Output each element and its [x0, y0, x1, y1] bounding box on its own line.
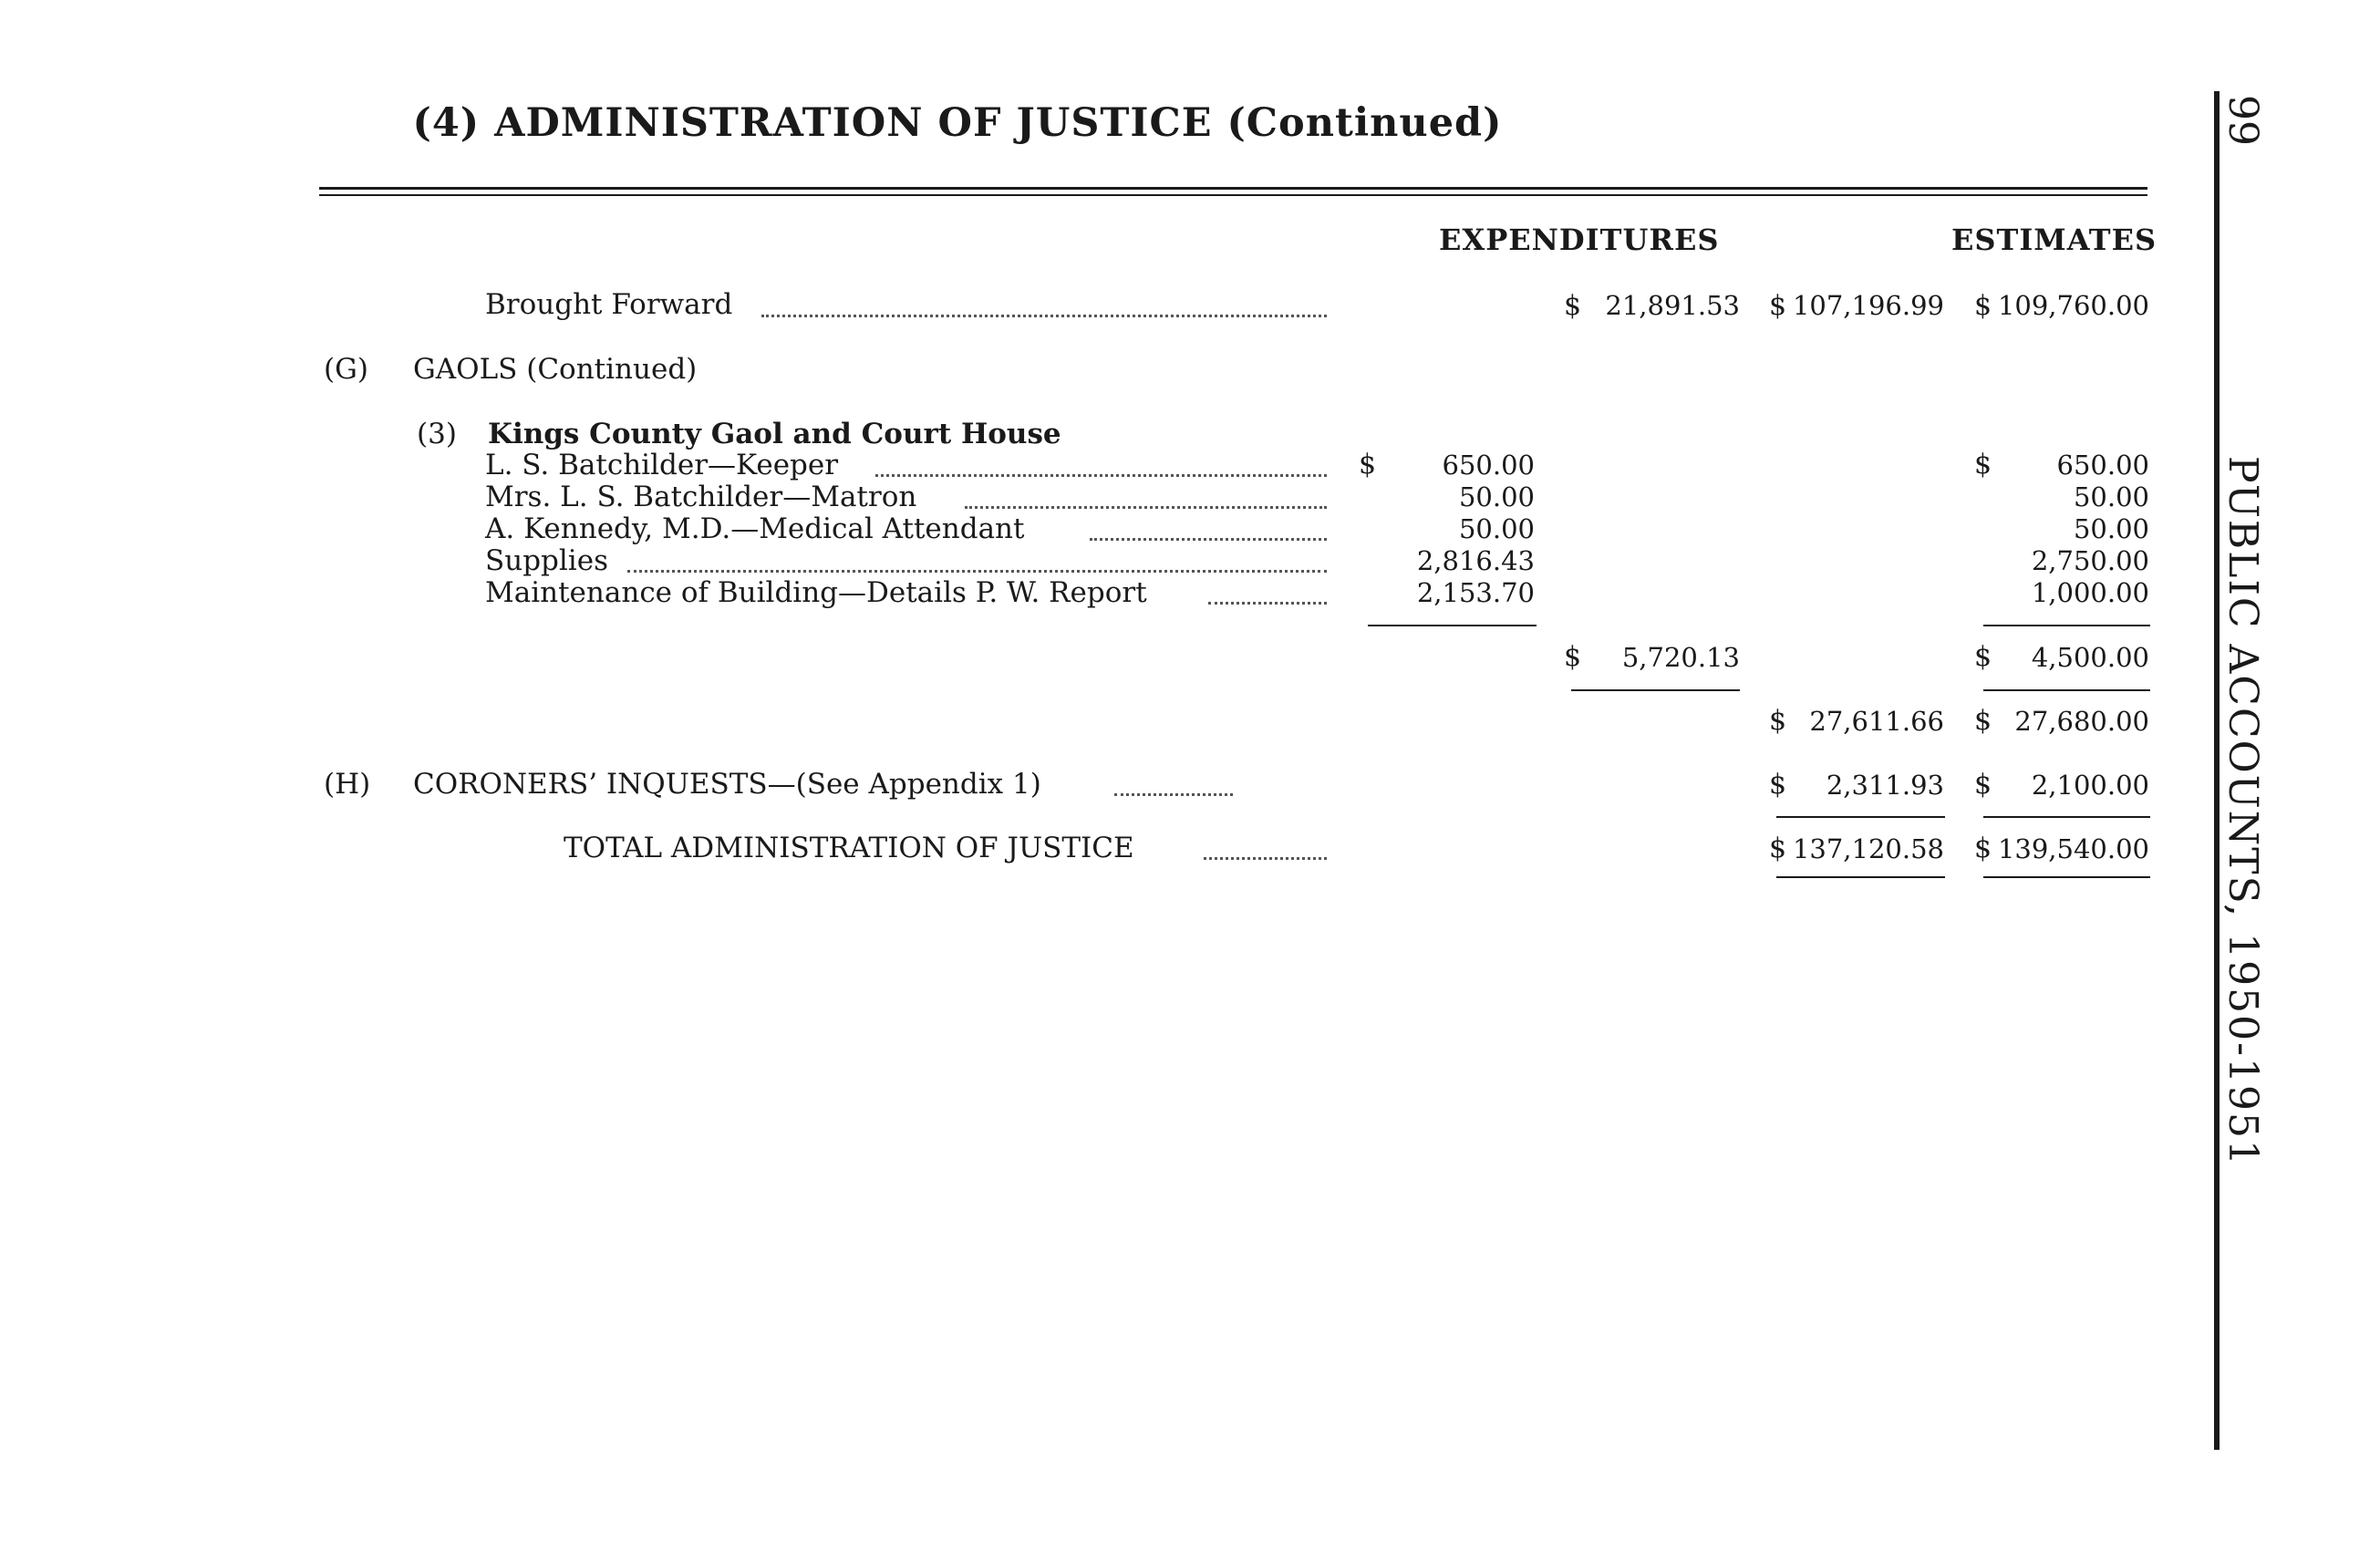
currency-symbol: $ — [1974, 833, 1992, 864]
section-h-marker: (H) — [324, 768, 371, 801]
column-underline — [1983, 625, 2150, 626]
grand-total-estimate: 139,540.00 — [1997, 833, 2149, 864]
currency-symbol: $ — [1974, 641, 1992, 673]
leader-dots — [965, 506, 1327, 509]
item-estimate: 2,750.00 — [2031, 545, 2149, 576]
leader-dots — [1208, 602, 1327, 605]
leader-dots — [1090, 538, 1327, 541]
section-g-marker: (G) — [324, 353, 368, 386]
item-label: Mrs. L. S. Batchilder—Matron — [485, 481, 917, 513]
top-rule-thin — [319, 194, 2147, 196]
item-expenditure: 2,816.43 — [1416, 545, 1535, 576]
grand-total-underline — [1983, 876, 2150, 878]
coroners-estimate: 2,100.00 — [2031, 770, 2149, 801]
subsection-title: Kings County Gaol and Court House — [488, 418, 1061, 450]
currency-symbol: $ — [1974, 449, 1992, 481]
running-head: PUBLIC ACCOUNTS, 1950-1951 — [2220, 456, 2266, 1167]
item-label: A. Kennedy, M.D.—Medical Attendant — [485, 512, 1025, 545]
item-expenditure: 650.00 — [1442, 450, 1535, 481]
column-underline — [1368, 625, 1537, 626]
item-estimate: 50.00 — [2073, 481, 2149, 512]
subtotal-estimate: 4,500.00 — [2031, 642, 2149, 673]
item-expenditure: 50.00 — [1458, 481, 1535, 512]
leader-dots — [761, 315, 1327, 317]
estimates-header: ESTIMATES — [1951, 222, 2158, 257]
currency-symbol: $ — [1769, 769, 1787, 801]
gaols-total-expenditure: 27,611.66 — [1809, 706, 1944, 737]
item-label: Supplies — [485, 544, 608, 577]
item-label: Maintenance of Building—Details P. W. Report — [485, 576, 1147, 609]
brought-forward-col3: 107,196.99 — [1792, 290, 1944, 321]
grand-total-underline — [1776, 876, 1945, 878]
brought-forward-col4: 109,760.00 — [1997, 290, 2149, 321]
currency-symbol: $ — [1974, 769, 1992, 801]
currency-symbol: $ — [1564, 290, 1582, 322]
grand-total-expenditure: 137,120.58 — [1792, 833, 1944, 864]
page-number: 99 — [2220, 95, 2266, 146]
item-estimate: 650.00 — [2056, 450, 2149, 481]
leader-dots — [627, 570, 1327, 573]
section-h-label: CORONERS’ INQUESTS—(See Appendix 1) — [413, 768, 1041, 801]
currency-symbol: $ — [1769, 705, 1787, 737]
currency-symbol: $ — [1974, 290, 1992, 322]
leader-dots — [1204, 857, 1327, 860]
grand-total-label: TOTAL ADMINISTRATION OF JUSTICE — [564, 832, 1134, 864]
brought-forward-label: Brought Forward — [485, 288, 733, 321]
item-label: L. S. Batchilder—Keeper — [485, 449, 839, 481]
item-estimate: 50.00 — [2073, 513, 2149, 544]
coroners-underline — [1776, 816, 1945, 818]
item-expenditure: 2,153.70 — [1416, 577, 1535, 608]
page-title: (4) ADMINISTRATION OF JUSTICE (Continued) — [412, 100, 1503, 146]
currency-symbol: $ — [1974, 705, 1992, 737]
top-rule-thick — [319, 187, 2147, 190]
leader-dots — [875, 474, 1327, 477]
subtotal-underline — [1983, 689, 2150, 691]
expenditures-header: EXPENDITURES — [1439, 222, 1720, 257]
leader-dots — [1114, 793, 1233, 796]
currency-symbol: $ — [1359, 449, 1377, 481]
currency-symbol: $ — [1564, 641, 1582, 673]
item-estimate: 1,000.00 — [2031, 577, 2149, 608]
currency-symbol: $ — [1769, 833, 1787, 864]
currency-symbol: $ — [1769, 290, 1787, 322]
coroners-underline — [1983, 816, 2150, 818]
subtotal-expenditure: 5,720.13 — [1621, 642, 1740, 673]
item-expenditure: 50.00 — [1458, 513, 1535, 544]
gaols-total-estimate: 27,680.00 — [2014, 706, 2149, 737]
subsection-marker: (3) — [417, 418, 457, 450]
coroners-expenditure: 2,311.93 — [1826, 770, 1944, 801]
brought-forward-col2: 21,891.53 — [1605, 290, 1740, 321]
subtotal-underline — [1571, 689, 1740, 691]
section-g-label: GAOLS (Continued) — [413, 353, 698, 386]
